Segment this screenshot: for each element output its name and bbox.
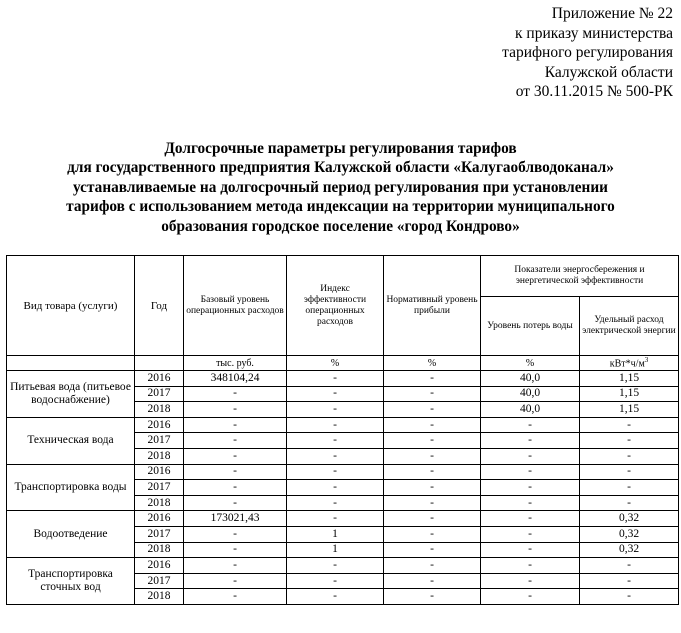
product-name-cell: Техническая вода bbox=[7, 417, 135, 464]
efficiency-index-cell: - bbox=[287, 417, 384, 433]
base-level-cell: - bbox=[184, 542, 287, 558]
water-loss-cell: - bbox=[481, 433, 580, 449]
base-level-cell: - bbox=[184, 495, 287, 511]
water-loss-cell: - bbox=[481, 511, 580, 527]
title-line: устанавливаемые на долгосрочный период регулирования при установлении bbox=[73, 178, 608, 196]
product-name-cell: Питьевая вода (питьевое водоснабжение) bbox=[7, 371, 135, 418]
appendix-line: тарифного регулирования bbox=[502, 44, 673, 61]
specific-energy-cell: - bbox=[580, 495, 679, 511]
efficiency-index-cell: - bbox=[287, 386, 384, 402]
year-cell: 2018 bbox=[135, 448, 184, 464]
normative-profit-cell: - bbox=[384, 448, 481, 464]
specific-energy-cell: 1,15 bbox=[580, 402, 679, 418]
year-cell: 2017 bbox=[135, 526, 184, 542]
unit-water-loss: % bbox=[481, 356, 580, 371]
units-empty-year bbox=[135, 356, 184, 371]
base-level-cell: - bbox=[184, 480, 287, 496]
title-line: Долгосрочные параметры регулирования тарифов bbox=[164, 140, 517, 157]
base-level-cell: - bbox=[184, 558, 287, 574]
specific-energy-cell: - bbox=[580, 589, 679, 605]
parameters-table bbox=[6, 255, 679, 605]
specific-energy-cell: - bbox=[580, 433, 679, 449]
base-level-cell: - bbox=[184, 526, 287, 542]
header-normative-profit: Нормативный уровень прибыли bbox=[384, 256, 481, 356]
normative-profit-cell: - bbox=[384, 511, 481, 527]
table-row bbox=[7, 511, 679, 527]
year-cell: 2018 bbox=[135, 402, 184, 418]
normative-profit-cell: - bbox=[384, 495, 481, 511]
table-row bbox=[7, 558, 679, 574]
year-cell: 2017 bbox=[135, 386, 184, 402]
water-loss-cell: 40,0 bbox=[481, 402, 580, 418]
efficiency-index-cell: - bbox=[287, 448, 384, 464]
specific-energy-cell: - bbox=[580, 417, 679, 433]
document-title bbox=[0, 139, 681, 236]
water-loss-cell: - bbox=[481, 464, 580, 480]
table-row bbox=[7, 417, 679, 433]
product-name-cell: Водоотведение bbox=[7, 511, 135, 558]
unit-specific-energy-sup: 3 bbox=[644, 356, 649, 365]
efficiency-index-cell: - bbox=[287, 573, 384, 589]
year-cell: 2016 bbox=[135, 558, 184, 574]
year-cell: 2017 bbox=[135, 433, 184, 449]
year-cell: 2017 bbox=[135, 480, 184, 496]
appendix-line: от 30.11.2015 № 500-РК bbox=[515, 83, 673, 100]
normative-profit-cell: - bbox=[384, 480, 481, 496]
year-cell: 2016 bbox=[135, 464, 184, 480]
normative-profit-cell: - bbox=[384, 526, 481, 542]
year-cell: 2016 bbox=[135, 417, 184, 433]
table-body bbox=[7, 371, 679, 605]
title-line: тарифов с использованием метода индексации на территории муниципального bbox=[66, 198, 615, 216]
normative-profit-cell: - bbox=[384, 386, 481, 402]
specific-energy-cell: - bbox=[580, 480, 679, 496]
base-level-cell: - bbox=[184, 433, 287, 449]
appendix-block bbox=[502, 4, 673, 102]
unit-specific-energy bbox=[580, 356, 679, 371]
water-loss-cell: - bbox=[481, 480, 580, 496]
water-loss-cell: - bbox=[481, 589, 580, 605]
normative-profit-cell: - bbox=[384, 402, 481, 418]
normative-profit-cell: - bbox=[384, 558, 481, 574]
base-level-cell: - bbox=[184, 464, 287, 480]
year-cell: 2018 bbox=[135, 542, 184, 558]
specific-energy-cell: - bbox=[580, 558, 679, 574]
specific-energy-cell: 1,15 bbox=[580, 371, 679, 387]
base-level-cell: 348104,24 bbox=[184, 371, 287, 387]
product-name-cell: Транспортировка воды bbox=[7, 464, 135, 511]
water-loss-cell: - bbox=[481, 448, 580, 464]
efficiency-index-cell: - bbox=[287, 402, 384, 418]
efficiency-index-cell: - bbox=[287, 589, 384, 605]
specific-energy-cell: 0,32 bbox=[580, 542, 679, 558]
normative-profit-cell: - bbox=[384, 542, 481, 558]
efficiency-index-cell: - bbox=[287, 371, 384, 387]
appendix-line: Калужской области bbox=[544, 63, 673, 81]
efficiency-index-cell: - bbox=[287, 558, 384, 574]
base-level-cell: 173021,43 bbox=[184, 511, 287, 527]
title-line: образования городское поселение «город Кондрово» bbox=[161, 217, 520, 235]
normative-profit-cell: - bbox=[384, 417, 481, 433]
base-level-cell: - bbox=[184, 417, 287, 433]
water-loss-cell: - bbox=[481, 495, 580, 511]
efficiency-index-cell: - bbox=[287, 495, 384, 511]
header-base-level: Базовый уровень операционных расходов bbox=[184, 256, 287, 356]
units-empty-product bbox=[7, 356, 135, 371]
appendix-line: Приложение № 22 bbox=[551, 5, 673, 22]
water-loss-cell: - bbox=[481, 573, 580, 589]
unit-normative-profit: % bbox=[384, 356, 481, 371]
year-cell: 2018 bbox=[135, 589, 184, 605]
specific-energy-cell: 0,32 bbox=[580, 511, 679, 527]
specific-energy-cell: - bbox=[580, 448, 679, 464]
normative-profit-cell: - bbox=[384, 464, 481, 480]
water-loss-cell: 40,0 bbox=[481, 371, 580, 387]
year-cell: 2018 bbox=[135, 495, 184, 511]
specific-energy-cell: 1,15 bbox=[580, 386, 679, 402]
base-level-cell: - bbox=[184, 589, 287, 605]
efficiency-index-cell: - bbox=[287, 480, 384, 496]
water-loss-cell: - bbox=[481, 417, 580, 433]
specific-energy-cell: 0,32 bbox=[580, 526, 679, 542]
normative-profit-cell: - bbox=[384, 433, 481, 449]
water-loss-cell: 40,0 bbox=[481, 386, 580, 402]
appendix-line: к приказу министерства bbox=[515, 24, 673, 42]
unit-base-level: тыс. руб. bbox=[184, 356, 287, 371]
efficiency-index-cell: 1 bbox=[287, 542, 384, 558]
title-line: для государственного предприятия Калужской области «Калугаоблводоканал» bbox=[67, 159, 614, 177]
year-cell: 2016 bbox=[135, 511, 184, 527]
base-level-cell: - bbox=[184, 448, 287, 464]
specific-energy-cell: - bbox=[580, 573, 679, 589]
year-cell: 2017 bbox=[135, 573, 184, 589]
water-loss-cell: - bbox=[481, 542, 580, 558]
unit-specific-energy-text: кВт*ч/м bbox=[609, 358, 645, 370]
normative-profit-cell: - bbox=[384, 371, 481, 387]
base-level-cell: - bbox=[184, 386, 287, 402]
header-year: Год bbox=[135, 256, 184, 356]
header-specific-energy: Удельный расход электрической энергии bbox=[580, 297, 679, 356]
efficiency-index-cell: - bbox=[287, 464, 384, 480]
base-level-cell: - bbox=[184, 402, 287, 418]
header-water-loss: Уровень потерь воды bbox=[481, 297, 580, 356]
header-energy-group: Показатели энергосбережения и энергетической эффективности bbox=[481, 256, 679, 297]
specific-energy-cell: - bbox=[580, 464, 679, 480]
efficiency-index-cell: 1 bbox=[287, 526, 384, 542]
product-name-cell: Транспортировка сточных вод bbox=[7, 558, 135, 605]
table-row bbox=[7, 464, 679, 480]
table-row bbox=[7, 371, 679, 387]
header-product: Вид товара (услуги) bbox=[7, 256, 135, 356]
year-cell: 2016 bbox=[135, 371, 184, 387]
unit-efficiency-index: % bbox=[287, 356, 384, 371]
water-loss-cell: - bbox=[481, 526, 580, 542]
efficiency-index-cell: - bbox=[287, 511, 384, 527]
water-loss-cell: - bbox=[481, 558, 580, 574]
header-efficiency-index: Индекс эффективности операционных расходов bbox=[287, 256, 384, 356]
efficiency-index-cell: - bbox=[287, 433, 384, 449]
normative-profit-cell: - bbox=[384, 573, 481, 589]
base-level-cell: - bbox=[184, 573, 287, 589]
normative-profit-cell: - bbox=[384, 589, 481, 605]
